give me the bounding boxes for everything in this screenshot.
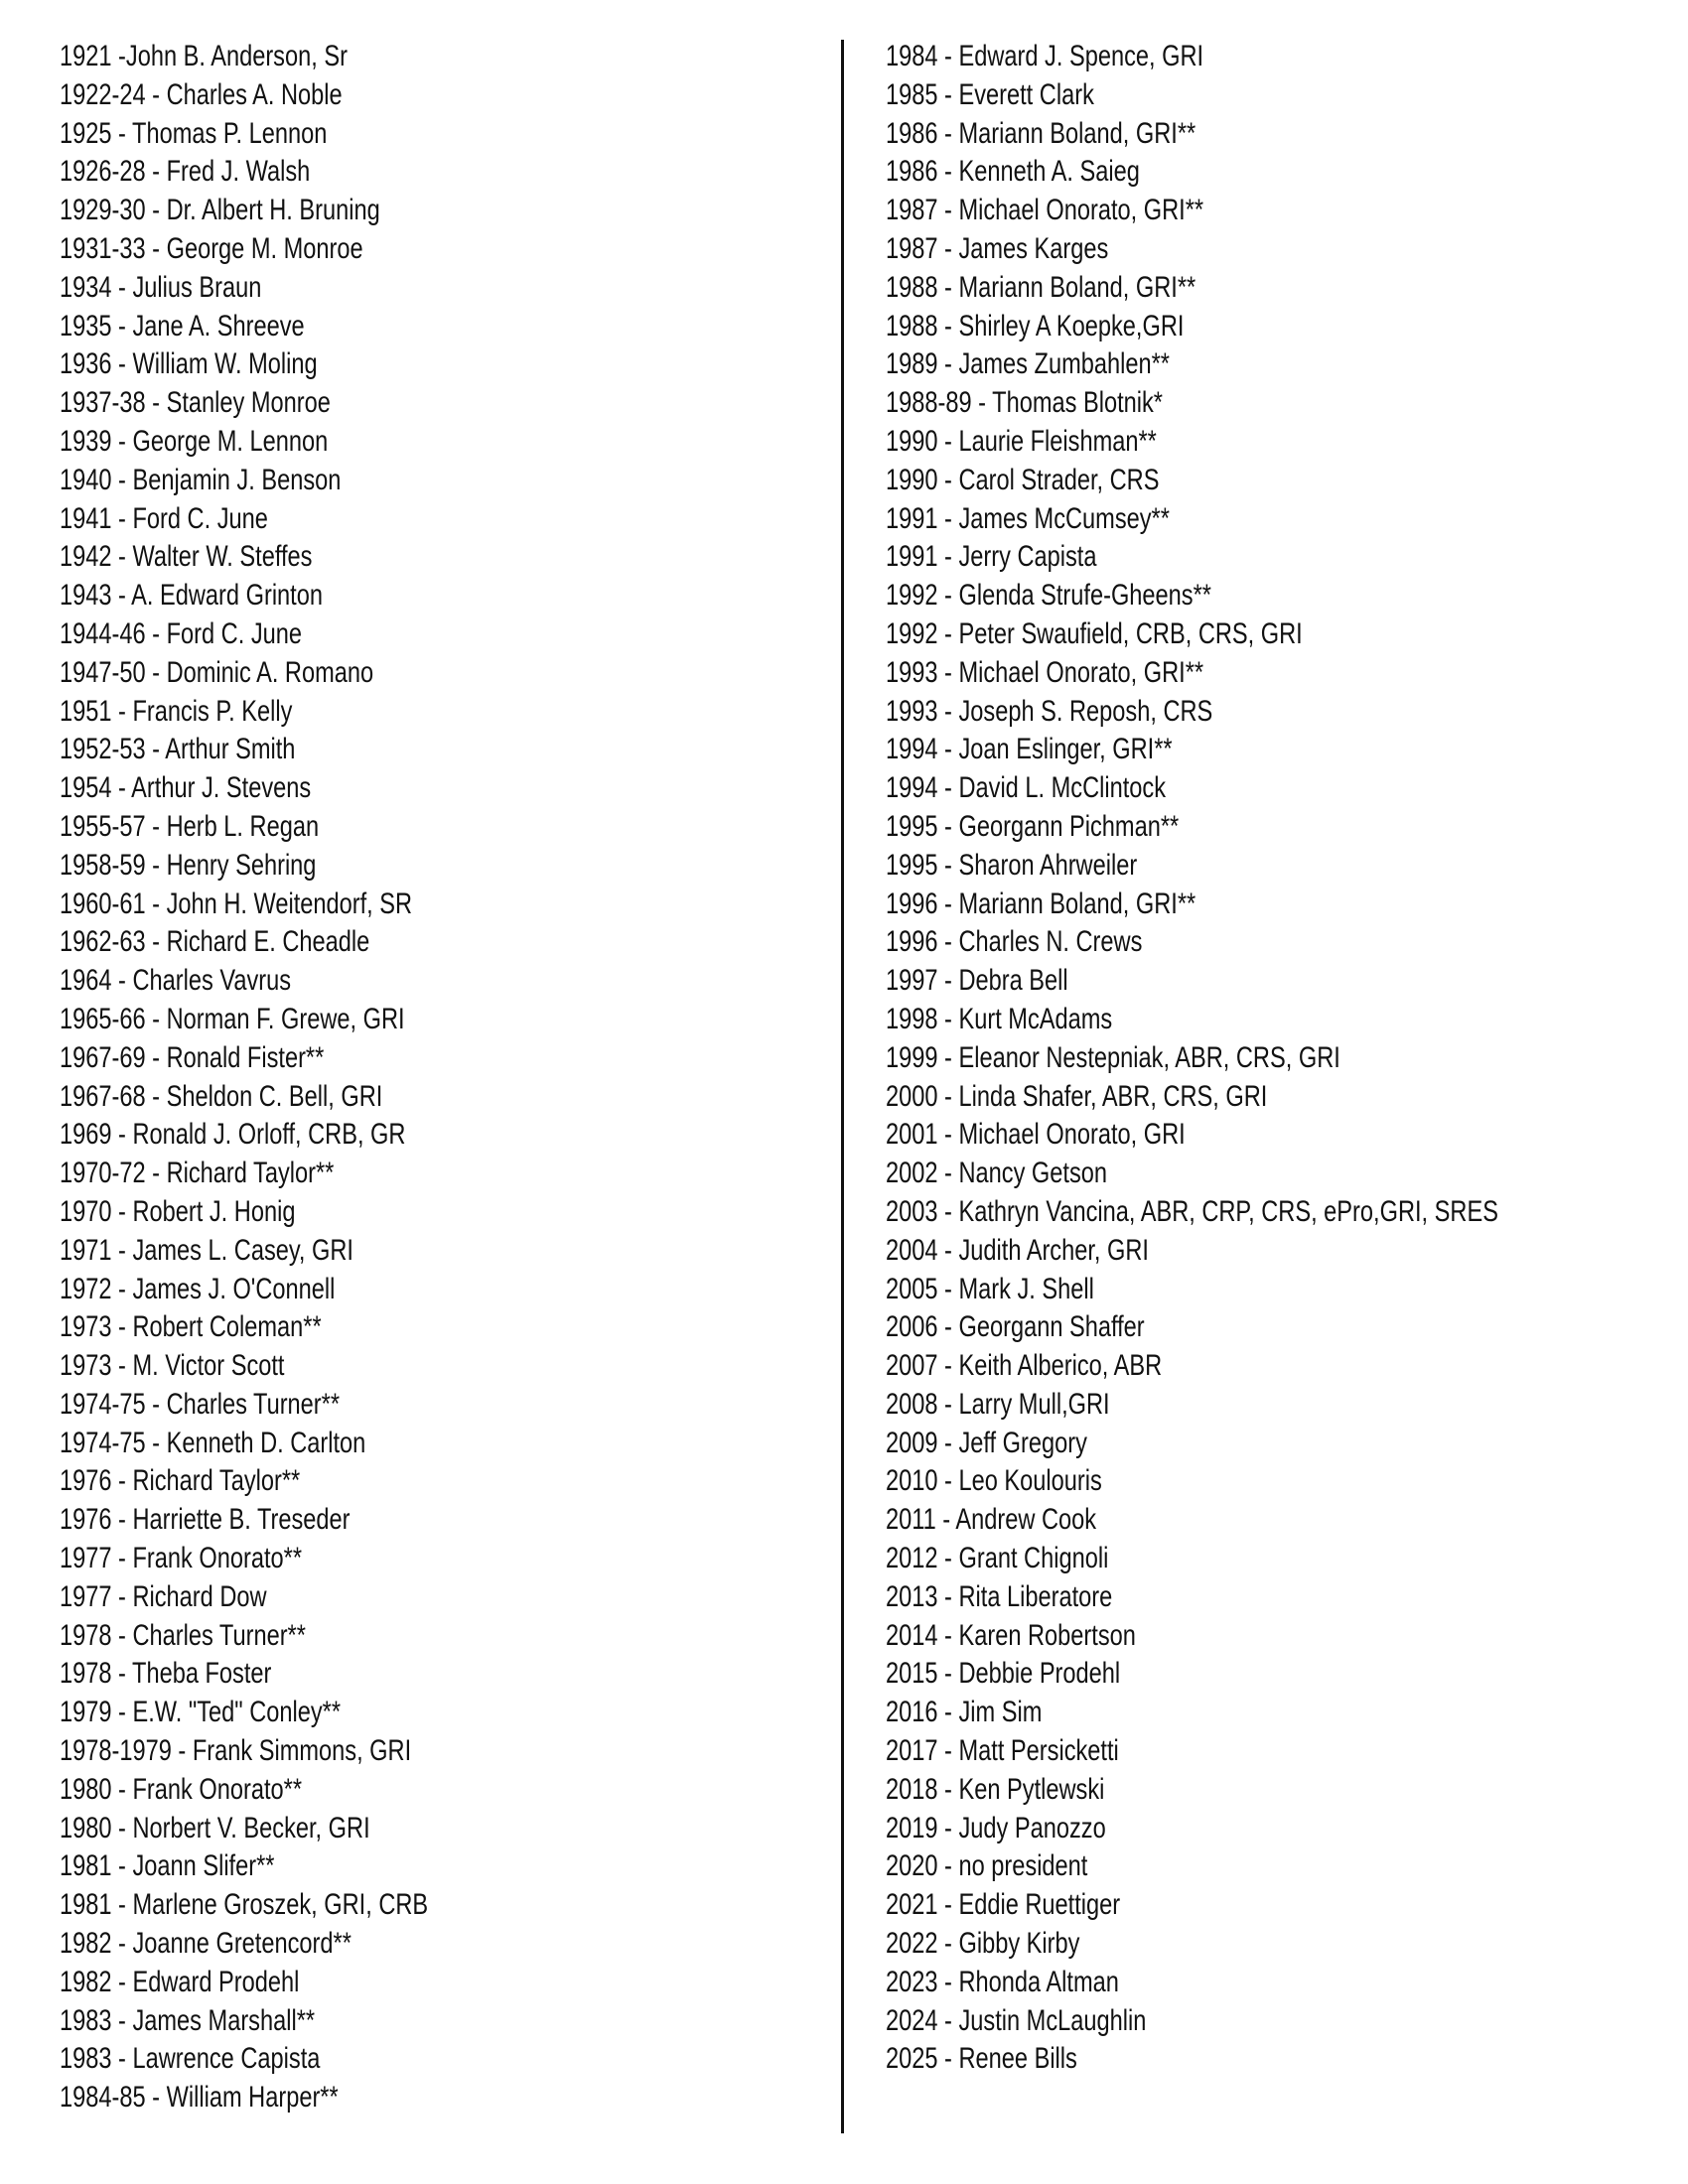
president-entry: 1973 - M. Victor Scott [60,1349,285,1383]
president-entry: 2016 - Jim Sim [886,1696,1043,1729]
president-entry: 2003 - Kathryn Vancina, ABR, CRP, CRS, ePro,GRI, SRES [886,1194,1498,1228]
president-entry: 1991 - James McCumsey** [886,501,1170,535]
president-entry: 1944-46 - Ford C. June [60,616,302,650]
president-entry: 2014 - Karen Robertson [886,1618,1136,1652]
president-entry: 1990 - Laurie Fleishman** [886,424,1157,458]
president-entry: 1983 - Lawrence Capista [60,2042,321,2076]
president-entry: 1931-33 - George M. Monroe [60,231,363,265]
president-entry: 2000 - Linda Shafer, ABR, CRS, GRI [886,1079,1268,1113]
president-entry: 2007 - Keith Alberico, ABR [886,1349,1163,1383]
president-entry: 1973 - Robert Coleman** [60,1310,322,1344]
president-entry: 1988 - Mariann Boland, GRI** [886,270,1196,304]
president-entry: 1941 - Ford C. June [60,501,268,535]
column-divider [841,40,844,2133]
president-entry: 1954 - Arthur J. Stevens [60,771,312,805]
president-entry: 1934 - Julius Braun [60,270,262,304]
president-entry: 1970-72 - Richard Taylor** [60,1157,335,1190]
president-entry: 1965-66 - Norman F. Grewe, GRI [60,1002,405,1035]
president-entry: 2015 - Debbie Prodehl [886,1657,1121,1691]
president-entry: 1972 - James J. O'Connell [60,1272,336,1305]
president-entry: 1955-57 - Herb L. Regan [60,809,320,843]
president-entry: 2004 - Judith Archer, GRI [886,1233,1149,1267]
president-entry: 1978-1979 - Frank Simmons, GRI [60,1734,412,1768]
president-entry: 1983 - James Marshall** [60,2003,316,2037]
president-entry: 1974-75 - Charles Turner** [60,1387,341,1421]
president-entry: 2020 - no president [886,1849,1088,1883]
president-entry: 1936 - William W. Moling [60,347,318,381]
president-entry: 1995 - Georgann Pichman** [886,809,1180,843]
president-entry: 1971 - James L. Casey, GRI [60,1233,353,1267]
president-entry: 1992 - Peter Swaufield, CRB, CRS, GRI [886,616,1303,650]
president-entry: 2022 - Gibby Kirby [886,1927,1080,1961]
president-entry: 2010 - Leo Koulouris [886,1464,1102,1498]
president-entry: 1976 - Harriette B. Treseder [60,1503,351,1537]
president-entry: 1987 - Michael Onorato, GRI** [886,194,1204,227]
president-entry: 1974-75 - Kenneth D. Carlton [60,1426,366,1459]
president-entry: 1970 - Robert J. Honig [60,1194,296,1228]
president-entry: 1981 - Joann Slifer** [60,1849,275,1883]
president-entry: 1990 - Carol Strader, CRS [886,463,1160,496]
president-entry: 2012 - Grant Chignoli [886,1542,1109,1575]
president-entry: 1996 - Charles N. Crews [886,925,1143,959]
president-entry: 1995 - Sharon Ahrweiler [886,848,1138,882]
president-entry: 1984 - Edward J. Spence, GRI [886,40,1204,72]
president-entry: 2006 - Georgann Shaffer [886,1310,1145,1344]
president-entry: 1940 - Benjamin J. Benson [60,463,342,496]
president-entry: 2011 - Andrew Cook [886,1503,1097,1537]
president-entry: 1964 - Charles Vavrus [60,964,292,998]
president-entry: 1988 - Shirley A Koepke,GRI [886,309,1185,342]
president-entry: 2013 - Rita Liberatore [886,1579,1113,1613]
president-entry: 1947-50 - Dominic A. Romano [60,655,374,689]
president-entry: 1997 - Debra Bell [886,964,1068,998]
president-entry: 1988-89 - Thomas Blotnik* [886,386,1163,420]
president-entry: 1993 - Joseph S. Reposh, CRS [886,694,1213,728]
president-entry: 1942 - Walter W. Steffes [60,540,313,574]
president-entry: 1967-69 - Ronald Fister** [60,1040,325,1074]
president-entry: 1994 - David L. McClintock [886,771,1167,805]
president-entry: 2021 - Eddie Ruettiger [886,1888,1121,1922]
president-entry: 1999 - Eleanor Nestepniak, ABR, CRS, GRI [886,1040,1340,1074]
president-entry: 1951 - Francis P. Kelly [60,694,293,728]
president-entry: 2009 - Jeff Gregory [886,1426,1087,1459]
president-entry: 1994 - Joan Eslinger, GRI** [886,733,1173,766]
president-entry: 1985 - Everett Clark [886,77,1094,111]
president-entry: 1960-61 - John H. Weitendorf, SR [60,887,413,920]
president-entry: 2017 - Matt Persicketti [886,1734,1119,1768]
president-entry: 1986 - Mariann Boland, GRI** [886,116,1196,150]
president-entry: 1976 - Richard Taylor** [60,1464,301,1498]
president-entry: 2023 - Rhonda Altman [886,1965,1119,1998]
president-entry: 1979 - E.W. "Ted" Conley** [60,1696,342,1729]
president-entry: 1982 - Joanne Gretencord** [60,1927,352,1961]
president-entry: 1929-30 - Dr. Albert H. Bruning [60,194,380,227]
president-entry: 2025 - Renee Bills [886,2042,1077,2076]
president-entry: 1989 - James Zumbahlen** [886,347,1170,381]
president-entry: 1969 - Ronald J. Orloff, CRB, GR [60,1118,406,1152]
president-entry: 1939 - George M. Lennon [60,424,329,458]
president-entry: 1978 - Charles Turner** [60,1618,306,1652]
president-entry: 1958-59 - Henry Sehring [60,848,317,882]
president-entry: 1993 - Michael Onorato, GRI** [886,655,1204,689]
president-entry: 1952-53 - Arthur Smith [60,733,296,766]
president-entry: 1926-28 - Fred J. Walsh [60,155,311,189]
past-presidents-right-column [886,38,1651,2079]
president-entry: 1998 - Kurt McAdams [886,1002,1113,1035]
past-presidents-left-column [60,38,520,2117]
president-entry: 2019 - Judy Panozzo [886,1811,1106,1844]
president-entry: 2008 - Larry Mull,GRI [886,1387,1110,1421]
president-entry: 1980 - Frank Onorato** [60,1772,302,1806]
president-entry: 1977 - Frank Onorato** [60,1542,302,1575]
president-entry: 1922-24 - Charles A. Noble [60,77,343,111]
president-entry: 1925 - Thomas P. Lennon [60,116,328,150]
president-entry: 2005 - Mark J. Shell [886,1272,1094,1305]
president-entry: 1967-68 - Sheldon C. Bell, GRI [60,1079,383,1113]
president-entry: 1962-63 - Richard E. Cheadle [60,925,370,959]
president-entry: 1977 - Richard Dow [60,1579,267,1613]
president-entry: 1987 - James Karges [886,231,1109,265]
president-entry: 1991 - Jerry Capista [886,540,1097,574]
president-entry: 1921 -John B. Anderson, Sr [60,40,348,72]
president-entry: 2018 - Ken Pytlewski [886,1772,1105,1806]
president-entry: 1996 - Mariann Boland, GRI** [886,887,1196,920]
president-entry: 1935 - Jane A. Shreeve [60,309,305,342]
president-entry: 1978 - Theba Foster [60,1657,272,1691]
president-entry: 1943 - A. Edward Grinton [60,579,323,613]
president-entry: 1980 - Norbert V. Becker, GRI [60,1811,370,1844]
president-entry: 1992 - Glenda Strufe-Gheens** [886,579,1211,613]
president-entry: 1984-85 - William Harper** [60,2081,339,2115]
president-entry: 2001 - Michael Onorato, GRI [886,1118,1186,1152]
president-entry: 2002 - Nancy Getson [886,1157,1108,1190]
president-entry: 2024 - Justin McLaughlin [886,2003,1147,2037]
president-entry: 1937-38 - Stanley Monroe [60,386,331,420]
president-entry: 1982 - Edward Prodehl [60,1965,300,1998]
president-entry: 1981 - Marlene Groszek, GRI, CRB [60,1888,429,1922]
president-entry: 1986 - Kenneth A. Saieg [886,155,1140,189]
